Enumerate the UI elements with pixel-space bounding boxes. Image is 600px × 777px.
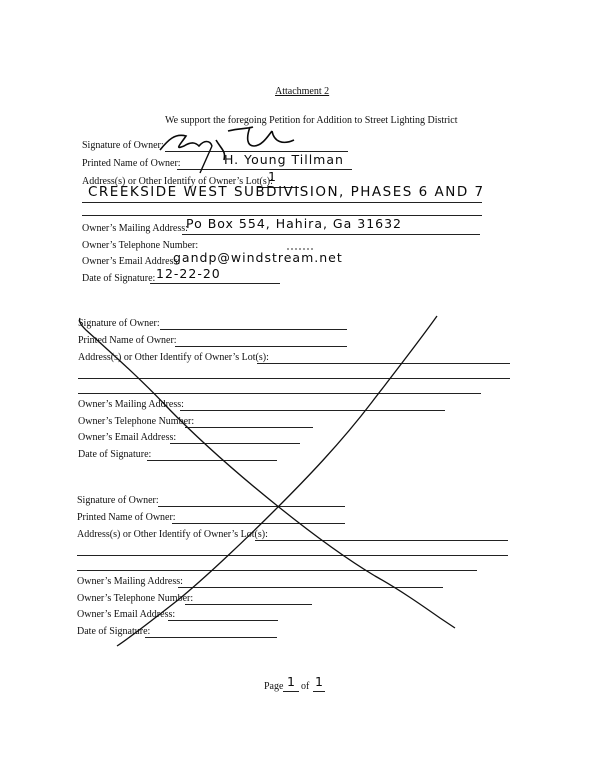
printed-name-label: Printed Name of Owner: (82, 158, 181, 169)
address-label: Address(s) or Other Identify of Owner’s Lot(s): (82, 176, 273, 187)
telephone-label: Owner’s Telephone Number: (78, 416, 195, 427)
printed-name-value: H. Young Tillman (224, 152, 344, 167)
signature-label: Signature of Owner: (82, 140, 164, 151)
page-total-line (313, 691, 325, 692)
date-value: 12-22-20 (156, 266, 221, 281)
of-label: of (301, 681, 310, 692)
date-label: Date of Signature: (82, 273, 156, 284)
address-label: Address(s) or Other Identify of Owner’s Lot(s): (77, 529, 268, 540)
email-label: Owner’s Email Address: (82, 256, 181, 267)
petition-statement: We support the foregoing Petition for Addition to Street Lighting District (165, 115, 458, 126)
signature-label: Signature of Owner: (77, 495, 159, 506)
page-total-value: 1 (315, 674, 324, 689)
email-label: Owner’s Email Address: (78, 432, 177, 443)
printed-name-label: Printed Name of Owner: (78, 335, 177, 346)
telephone-label: Owner’s Telephone Number: (77, 593, 194, 604)
attachment-title: Attachment 2 (275, 86, 330, 97)
address-value: CREEKSIDE WEST SUBDIVISION, PHASES 6 AND 7 (88, 184, 485, 200)
address-label: Address(s) or Other Identify of Owner’s Lot(s): (78, 352, 269, 363)
date-label: Date of Signature: (77, 626, 151, 637)
date-label: Date of Signature: (78, 449, 152, 460)
email-label: Owner’s Email Address: (77, 609, 176, 620)
mailing-label: Owner’s Mailing Address: (77, 576, 183, 587)
page-label: Page (264, 681, 284, 692)
telephone-label: Owner’s Telephone Number: (82, 240, 199, 251)
mailing-label: Owner’s Mailing Address: (82, 223, 188, 234)
mailing-value: Po Box 554, Hahira, Ga 31632 (186, 216, 403, 231)
page-num-value: 1 (287, 674, 296, 689)
email-value: gandp@windstream.net (173, 250, 343, 265)
signature-label: Signature of Owner: (78, 318, 160, 329)
page-num-line (283, 691, 299, 692)
printed-name-label: Printed Name of Owner: (77, 512, 176, 523)
lot-number-value: 1 (268, 169, 277, 184)
mailing-label: Owner’s Mailing Address: (78, 399, 184, 410)
